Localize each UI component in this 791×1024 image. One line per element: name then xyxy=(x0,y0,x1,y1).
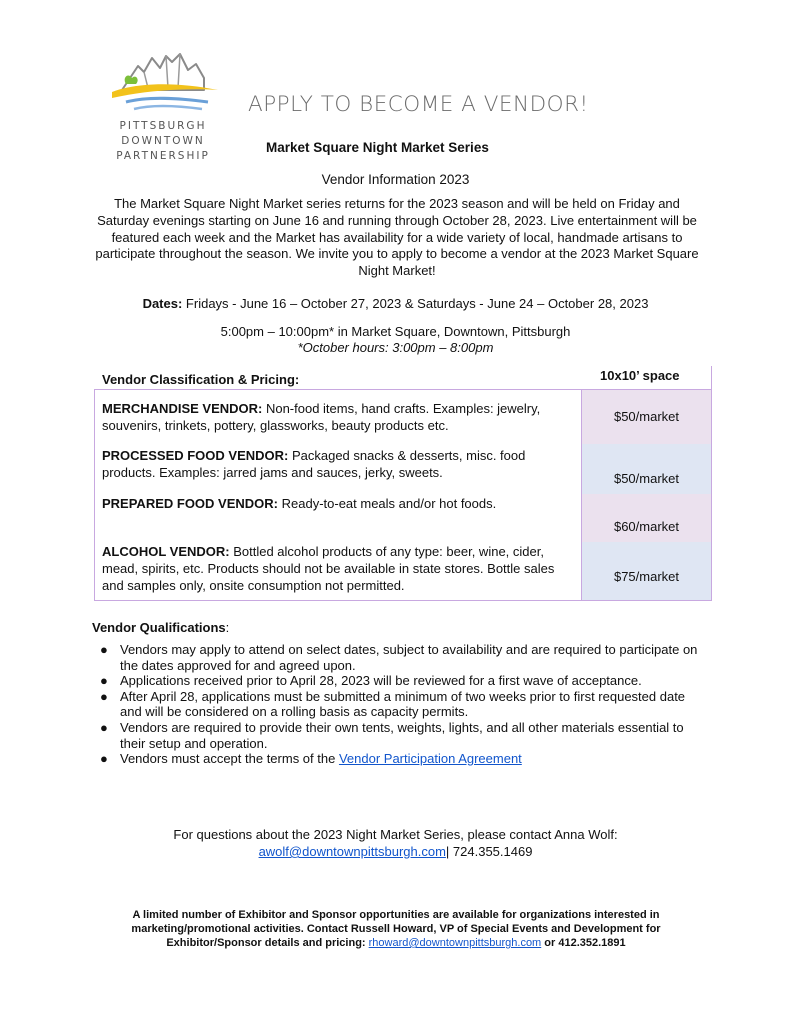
vendor-info-line: Vendor Information 2023 xyxy=(321,172,470,187)
pdp-logo-graphic xyxy=(108,48,223,118)
october-hours-note: *October hours: 3:00pm – 8:00pm xyxy=(297,340,494,355)
price-alcohol: $75/market xyxy=(613,569,680,584)
footer-text: A limited number of Exhibitor and Sponsor opportunities are available for organizations interested in marketing/promotional activities. Contact Russell Howard, VP of Special Events and Development for Exhibitor/Sponsor details and pricing: xyxy=(131,909,661,949)
qualifications-title: Vendor Qualifications xyxy=(92,620,226,635)
vendor-type-label: PREPARED FOOD VENDOR: xyxy=(102,496,278,511)
contact-phone: | 724.355.1469 xyxy=(445,844,533,859)
table-row-processed xyxy=(102,448,572,482)
qualifications-heading xyxy=(92,620,229,635)
vendor-type-desc: Non-food items, hand crafts. Examples: jewelry, souvenirs, trinkets, pottery, glassworks, beauty products etc. xyxy=(102,401,541,433)
bullet-icon: ● xyxy=(100,673,108,689)
dates-label: Dates: xyxy=(142,296,183,311)
table-row-merchandise xyxy=(102,401,572,435)
page-title: APPLY TO BECOME A VENDOR! xyxy=(248,92,589,117)
list-item-text: Vendors may apply to attend on select dates, subject to availability and are required to participate on the dates approved for and agreed upon. xyxy=(120,642,698,673)
contact-block xyxy=(0,826,791,860)
intro-paragraph: The Market Square Night Market series returns for the 2023 season and will be held on Friday and Saturday evenings starting on June 16 and running through October 28, 2023. Live entertainment will be featured each week and the Market has availability for a wide variety of local, handmade artisans to participate throughout the season. We invite you to apply to become a vendor at the 2023 Market Square Night Market! xyxy=(95,196,699,279)
space-size-header: 10x10’ space xyxy=(600,368,680,383)
price-cell-bg-prepared xyxy=(581,494,712,542)
pdp-logo xyxy=(108,48,223,168)
list-item xyxy=(100,751,700,767)
contact-email-link[interactable]: awolf@downtownpittsburgh.com xyxy=(258,844,446,859)
vendor-agreement-link[interactable]: Vendor Participation Agreement xyxy=(338,751,522,767)
list-item xyxy=(100,642,700,673)
list-item-text: Applications received prior to April 28, 2023 will be reviewed for a first wave of acceptance. xyxy=(120,673,642,689)
bullet-icon: ● xyxy=(100,719,108,735)
bullet-icon: ● xyxy=(100,751,108,767)
price-processed: $50/market xyxy=(613,471,680,486)
price-cell-bg-processed xyxy=(581,444,712,494)
footer-email-link[interactable]: rhoward@downtownpittsburgh.com xyxy=(368,937,542,949)
table-border-left xyxy=(94,389,95,601)
sponsor-footer xyxy=(96,908,696,950)
logo-line-1: PITTSBURGH xyxy=(119,120,207,132)
hours-block xyxy=(0,324,791,356)
list-item xyxy=(100,673,700,689)
hours-line: 5:00pm – 10:00pm* in Market Square, Downtown, Pittsburgh xyxy=(220,324,571,339)
list-item-text: Vendors are required to provide their own tents, weights, lights, and all other materials essential to their setup and operation. xyxy=(120,719,684,751)
logo-line-3: PARTNERSHIP xyxy=(116,150,210,162)
table-row-prepared xyxy=(102,496,572,513)
contact-line: For questions about the 2023 Night Market Series, please contact Anna Wolf: xyxy=(173,827,618,842)
list-item xyxy=(100,689,700,720)
dates-line xyxy=(0,296,791,311)
table-border-top xyxy=(94,389,712,390)
logo-line-2: DOWNTOWN xyxy=(121,135,205,147)
vendor-type-desc: Packaged snacks & desserts, misc. food products. Examples: jarred jams and sauces, jerky, sweets. xyxy=(102,448,526,480)
pricing-header: Vendor Classification & Pricing: xyxy=(102,372,300,387)
list-item-text: Vendors must accept the terms of the xyxy=(120,751,339,767)
list-item-text: After April 28, applications must be submitted a minimum of two weeks prior to first requested date and will be considered on a rolling basis as capacity permits. xyxy=(120,688,686,720)
vendor-type-desc: Ready-to-eat meals and/or hot foods. xyxy=(278,496,497,511)
series-subtitle: Market Square Night Market Series xyxy=(266,140,489,155)
qualifications-colon: : xyxy=(225,620,230,635)
table-row-alcohol xyxy=(102,544,572,594)
dates-text: Fridays - June 16 – October 27, 2023 & Saturdays - June 24 – October 28, 2023 xyxy=(182,296,649,311)
bullet-icon: ● xyxy=(100,688,108,704)
bullet-icon: ● xyxy=(100,642,108,657)
list-item xyxy=(100,720,700,751)
table-border-bottom xyxy=(94,600,712,601)
vendor-type-desc: Bottled alcohol products of any type: beer, wine, cider, mead, spirits, etc. Products should not be available in state stores. Bottle sales and samples only, onsite consumption not permitted. xyxy=(102,544,555,593)
vendor-type-label: MERCHANDISE VENDOR: xyxy=(102,401,263,416)
contact-details xyxy=(0,843,791,860)
price-prepared: $60/market xyxy=(613,519,680,534)
qualifications-list xyxy=(100,642,700,767)
vendor-type-label: PROCESSED FOOD VENDOR: xyxy=(102,448,289,463)
vendor-type-label: ALCOHOL VENDOR: xyxy=(102,544,230,559)
footer-phone: or 412.352.1891 xyxy=(541,937,626,949)
price-merchandise: $50/market xyxy=(613,409,680,424)
